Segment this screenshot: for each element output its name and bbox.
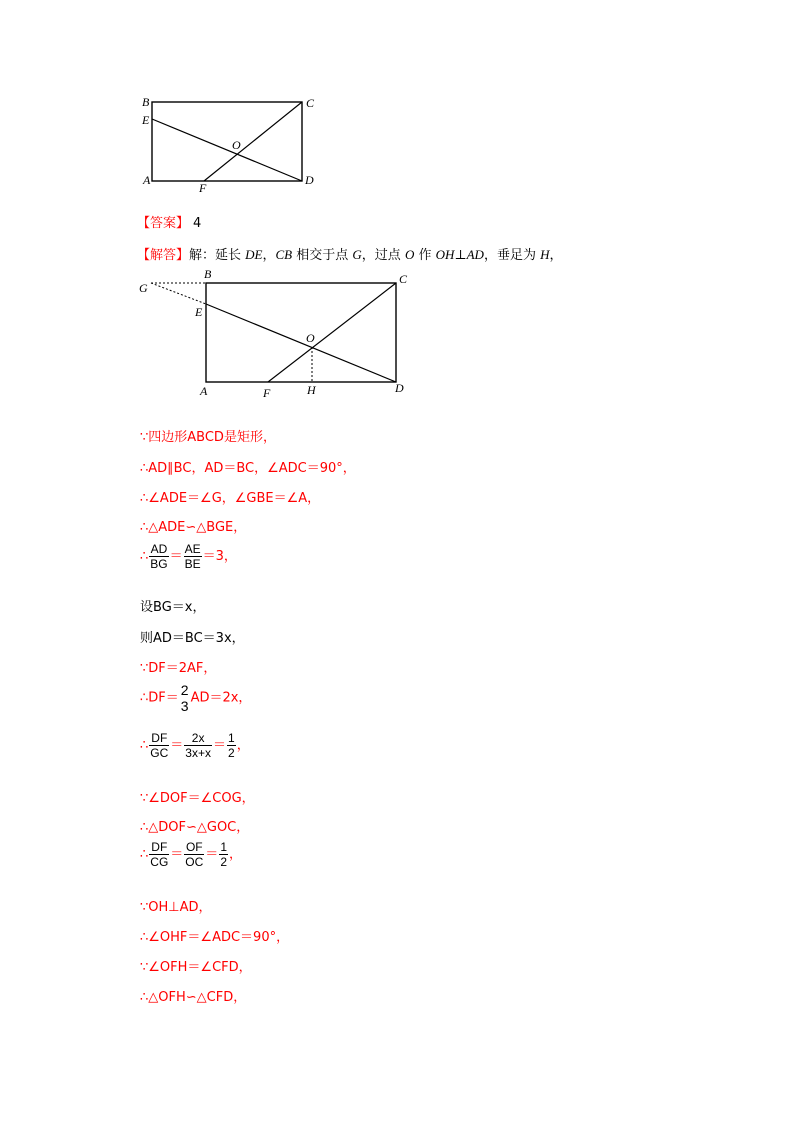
var-cb: CB — [275, 247, 293, 262]
frac-den: CG — [150, 855, 169, 869]
frac-den: 2 — [220, 855, 227, 869]
step-1: ∵四边形ABCD是矩形， — [140, 430, 276, 445]
label-f: F — [199, 181, 207, 195]
frac-num: DF — [151, 731, 168, 745]
step-17: ∴△OFH∽△CFD， — [140, 990, 247, 1005]
segment-ed — [152, 119, 302, 181]
fraction-df-gc — [149, 731, 169, 760]
equals: ＝ — [170, 847, 184, 862]
solution-intro-text — [189, 248, 562, 263]
label-f: F — [263, 386, 271, 400]
label-o: O — [306, 331, 315, 345]
frac-num: AD — [150, 542, 168, 556]
step-15: ∴∠OHF＝∠ADC＝90°， — [140, 930, 290, 945]
label-h: H — [307, 383, 316, 397]
geometry-figure-1 — [136, 92, 326, 197]
label-o: O — [232, 138, 241, 152]
intro-part: 解：延长 — [189, 248, 246, 263]
frac-den: 3x+x — [185, 746, 211, 760]
segment-ge — [151, 283, 206, 304]
frac-num: DF — [151, 840, 168, 854]
label-g: G — [139, 281, 148, 295]
frac-den: 2 — [228, 746, 235, 760]
frac-den: GC — [150, 746, 169, 760]
step-5-prefix: ∴ — [140, 549, 149, 564]
fraction-df-cg — [149, 840, 169, 869]
step-13-suffix: ， — [229, 847, 243, 862]
segment-fc — [204, 102, 302, 181]
step-6: 设BG＝x， — [140, 600, 206, 615]
label-c: C — [306, 96, 315, 110]
step-10-suffix: ， — [236, 738, 250, 753]
equals: ＝ — [212, 738, 226, 753]
fraction-2x-4x — [184, 731, 212, 760]
step-9-prefix: ∴DF＝ — [140, 690, 179, 706]
step-8: ∵DF＝2AF， — [140, 661, 217, 676]
step-13-prefix: ∴ — [140, 847, 149, 862]
answer-line — [137, 212, 201, 231]
fraction-one-half — [219, 840, 228, 869]
step-5-suffix: ＝3， — [202, 549, 237, 564]
step-11: ∵∠DOF＝∠COG， — [140, 791, 255, 806]
label-b: B — [204, 270, 212, 281]
step-12: ∴△DOF∽△GOC， — [140, 820, 250, 835]
step-9 — [140, 682, 251, 714]
equals: ＝ — [170, 738, 184, 753]
fraction-two-thirds — [180, 682, 190, 714]
step-4: ∴△ADE∽△BGE， — [140, 520, 247, 535]
step-2: ∴AD∥BC，AD＝BC，∠ADC＝90°， — [140, 461, 356, 476]
segment-ed — [206, 304, 396, 382]
rectangle-abcd — [206, 283, 396, 382]
intro-part: ， — [262, 248, 276, 263]
step-9-suffix: AD＝2x， — [190, 690, 252, 706]
label-d: D — [305, 173, 314, 187]
intro-part: 作 — [414, 248, 436, 263]
fraction-of-oc — [184, 840, 204, 869]
step-5 — [140, 542, 237, 571]
intro-part: ，过点 — [361, 248, 405, 263]
frac-num: 1 — [228, 731, 235, 745]
frac-den: BG — [150, 557, 168, 571]
frac-num: AE — [184, 542, 201, 556]
label-e: E — [142, 113, 150, 127]
label-a: A — [143, 173, 151, 187]
frac-num: 2 — [180, 682, 189, 698]
step-3: ∴∠ADE＝∠G，∠GBE＝∠A， — [140, 491, 321, 506]
label-a: A — [200, 384, 208, 398]
var-h: H — [540, 247, 550, 262]
rectangle-abcd — [152, 102, 302, 181]
intro-part: ， — [549, 248, 563, 263]
frac-num: 1 — [220, 840, 227, 854]
step-14: ∵OH⊥AD， — [140, 900, 212, 915]
intro-part: ，垂足为 — [483, 248, 541, 263]
answer-label: 【答案】 — [137, 216, 190, 231]
frac-den: BE — [184, 557, 201, 571]
fraction-ad-bg — [149, 542, 168, 571]
segment-fc — [268, 283, 396, 382]
step-10 — [140, 731, 250, 760]
intro-part: 相交于点 — [292, 248, 353, 263]
equals: ＝ — [205, 847, 219, 862]
label-b: B — [142, 95, 150, 109]
answer-value: 4 — [193, 216, 202, 231]
step-7: 则AD＝BC＝3x， — [140, 631, 245, 646]
var-o: O — [404, 247, 415, 262]
fraction-ae-be — [184, 542, 202, 571]
step-13 — [140, 840, 242, 869]
frac-den: OC — [185, 855, 204, 869]
frac-den: 3 — [180, 698, 189, 714]
var-g: G — [352, 247, 362, 262]
var-oh-ad: OH⊥AD — [435, 247, 484, 262]
label-d: D — [395, 381, 404, 395]
frac-num: OF — [185, 840, 203, 854]
geometry-figure-2 — [136, 270, 426, 402]
fraction-one-half — [227, 731, 236, 760]
equals: ＝ — [169, 549, 183, 564]
step-10-prefix: ∴ — [140, 738, 149, 753]
step-16: ∵∠OFH＝∠CFD， — [140, 960, 252, 975]
solution-label: 【解答】 — [137, 248, 190, 263]
frac-num: 2x — [184, 731, 212, 746]
label-e: E — [195, 305, 203, 319]
solution-intro — [137, 244, 562, 263]
label-c: C — [399, 272, 408, 286]
var-de: DE — [245, 247, 263, 262]
